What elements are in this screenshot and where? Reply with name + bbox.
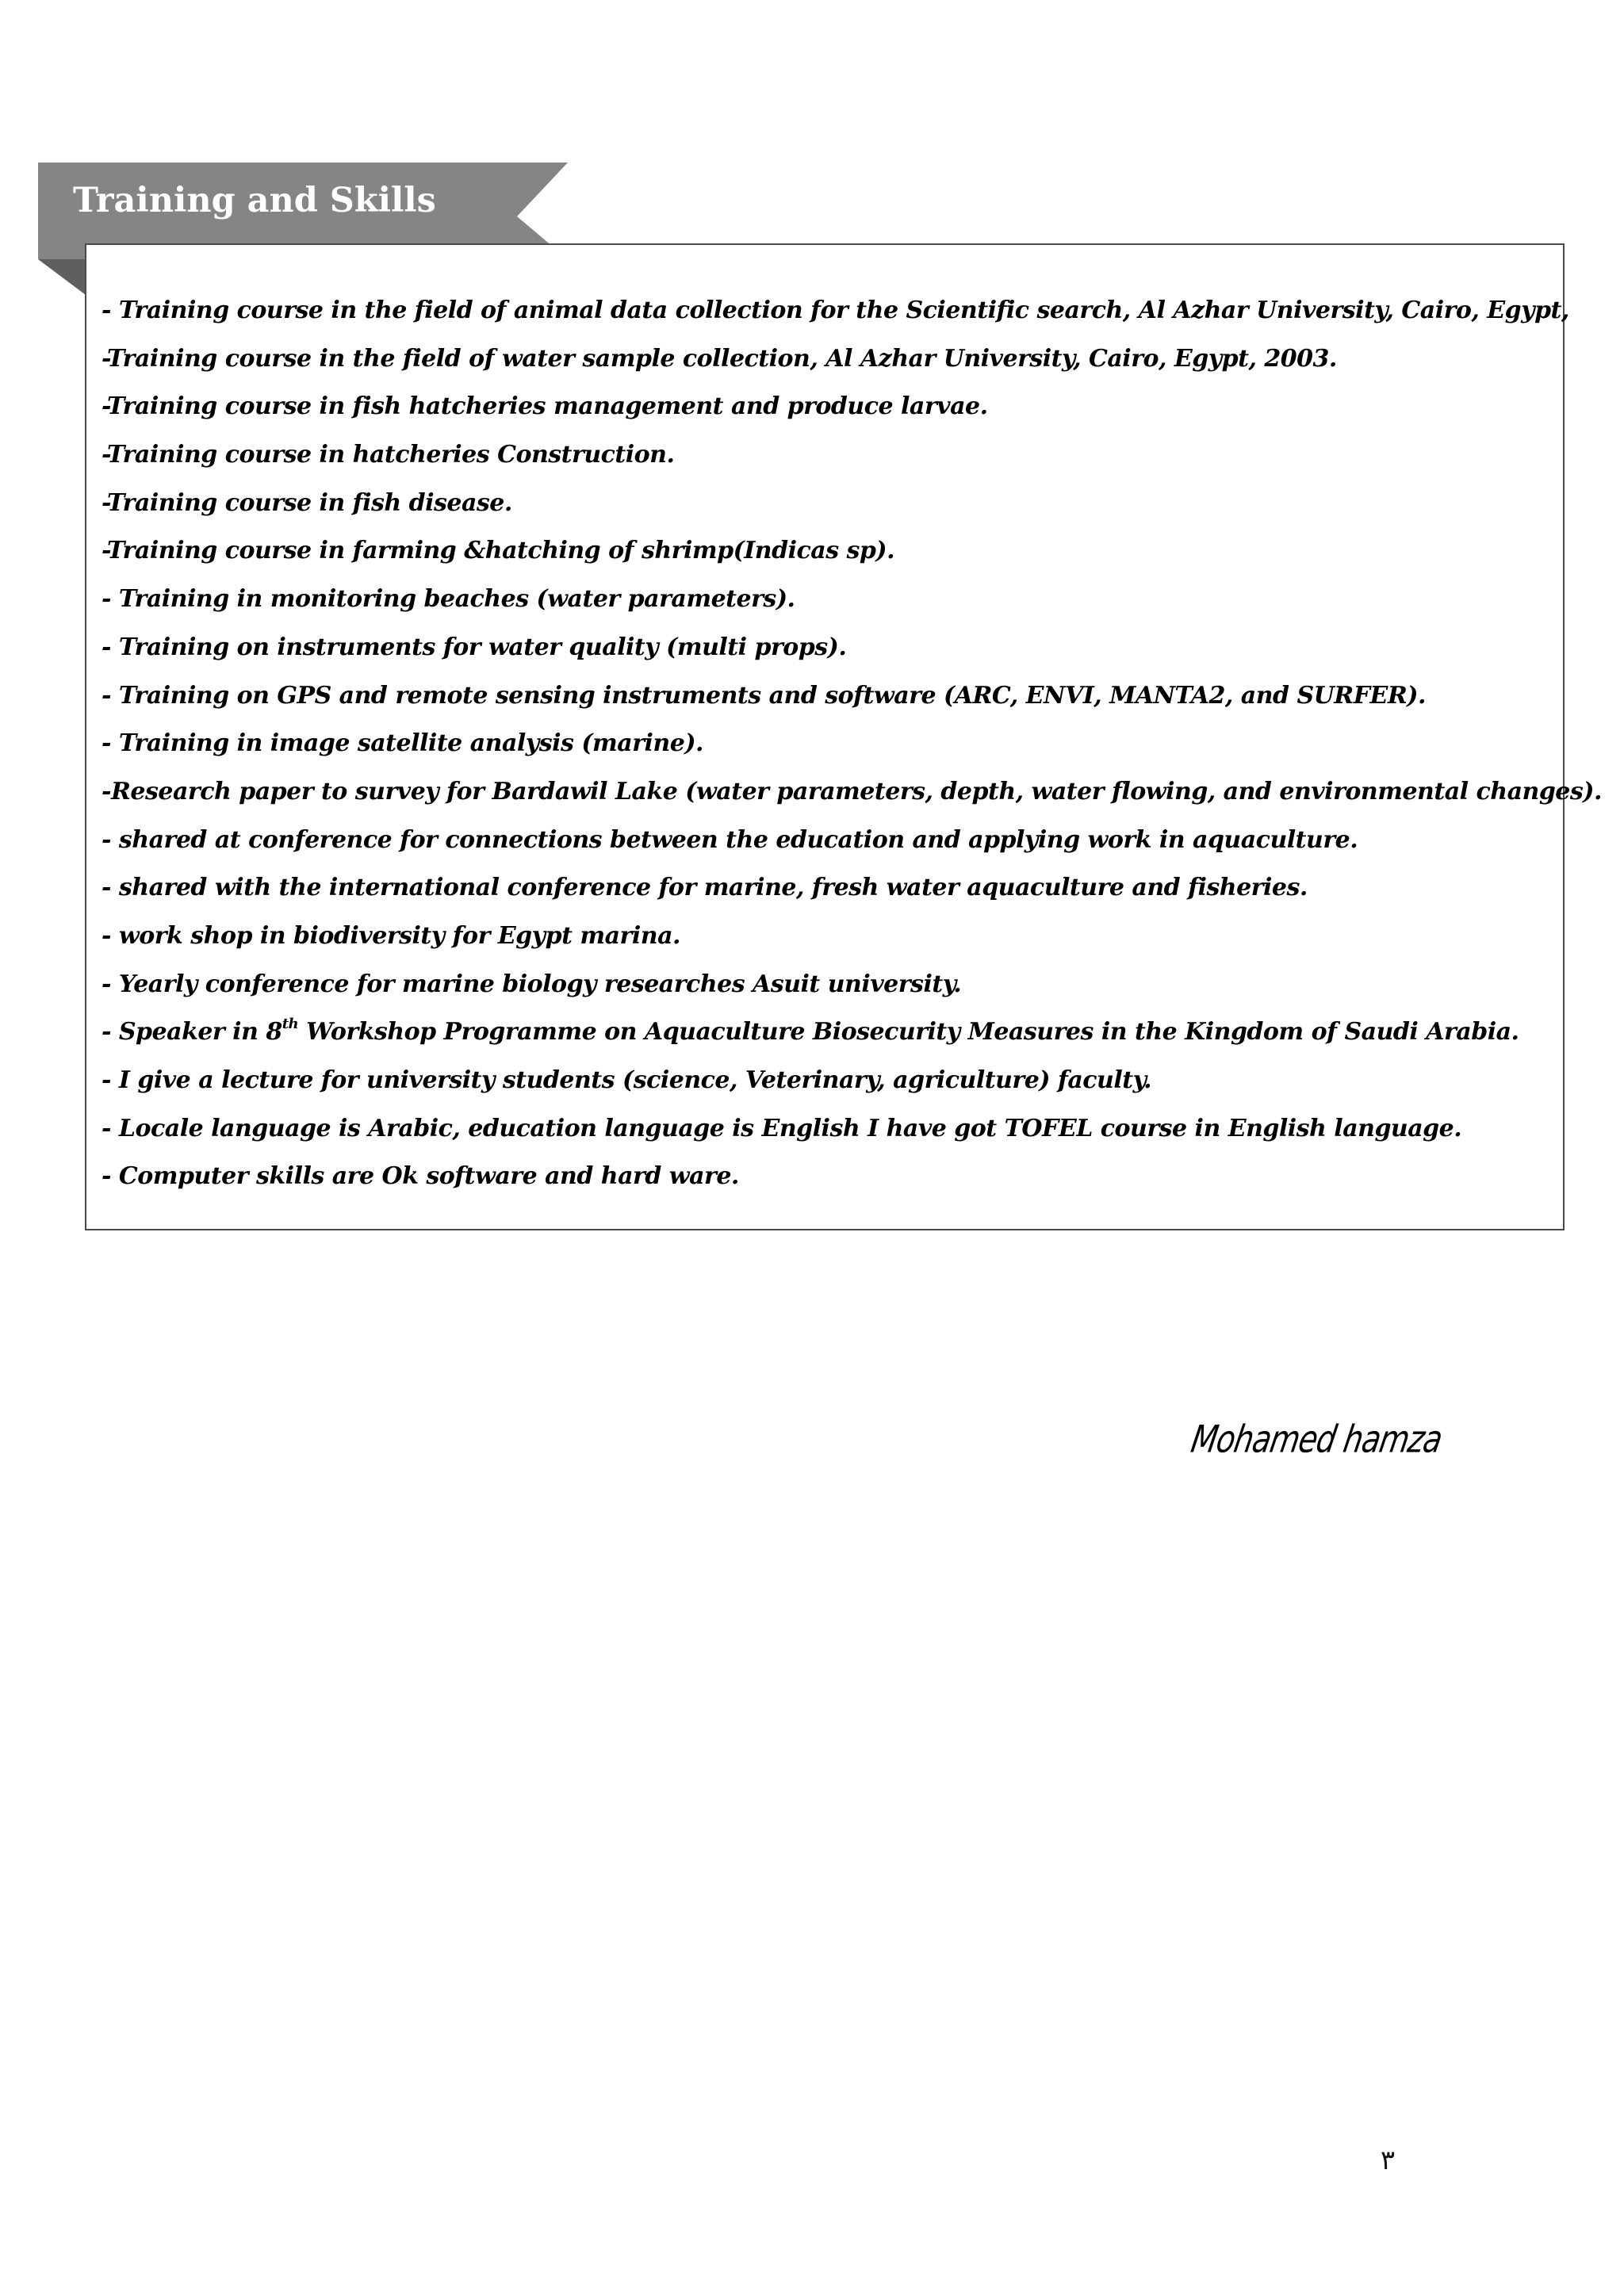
section-title: Training and Skills <box>73 181 436 220</box>
list-item: - Locale language is Arabic, education language is English I have got TOFEL course in English language. <box>102 1114 1462 1142</box>
list-item: - Computer skills are Ok software and hard ware. <box>102 1162 739 1191</box>
list-item: - work shop in biodiversity for Egypt marina. <box>102 921 680 950</box>
list-item: -Training course in fish disease. <box>102 488 512 517</box>
skills-list <box>102 293 1602 1207</box>
list-item: - Yearly conference for marine biology researches Asuit university. <box>102 970 962 998</box>
speaker-prefix: - Speaker in 8 <box>102 1018 282 1047</box>
list-item-speaker <box>102 1014 1555 1062</box>
list-item: - Training course in the field of animal data collection for the Scientific search, Al Azhar University, Cairo, Egypt, <box>102 297 1569 324</box>
signature-text: Mohamed hamza <box>1188 1417 1446 1461</box>
list-item: -Training course in hatcheries Construction. <box>102 441 675 469</box>
signature <box>1188 1411 1446 1467</box>
list-item: - I give a lecture for university students (science, Veterinary, agriculture) faculty. <box>102 1066 1152 1094</box>
list-item: -Research paper to survey for Bardawil Lake (water parameters, depth, water flowing, and environmental changes). <box>102 777 1602 806</box>
list-item: - Training in monitoring beaches (water parameters). <box>102 585 795 614</box>
list-item: - shared at conference for connections between the education and applying work in aquaculture. <box>102 825 1358 854</box>
list-item: -Training course in farming &hatching of shrimp(Indicas sp). <box>102 537 895 565</box>
speaker-ordinal-suffix: th <box>282 1016 299 1033</box>
list-item: -Training course in the field of water sample collection, Al Azhar University, Cairo, Egypt, 2003. <box>102 344 1337 373</box>
list-item: - Training in image satellite analysis (marine). <box>102 729 703 758</box>
list-item: -Training course in fish hatcheries management and produce larvae. <box>102 392 988 421</box>
list-item: - shared with the international conference for marine, fresh water aquaculture and fisheries. <box>102 874 1308 902</box>
skills-box <box>85 243 1602 1230</box>
list-item: - Training on instruments for water quality (multi props). <box>102 633 847 661</box>
page-number: ٣ <box>1380 2145 1396 2176</box>
list-item: - Training on GPS and remote sensing instruments and software (ARC, ENVI, MANTA2, and SURFER). <box>102 681 1426 710</box>
speaker-suffix: Workshop Programme on Aquaculture Biosecurity Measures in the Kingdom of Saudi Arabia. <box>298 1018 1519 1047</box>
